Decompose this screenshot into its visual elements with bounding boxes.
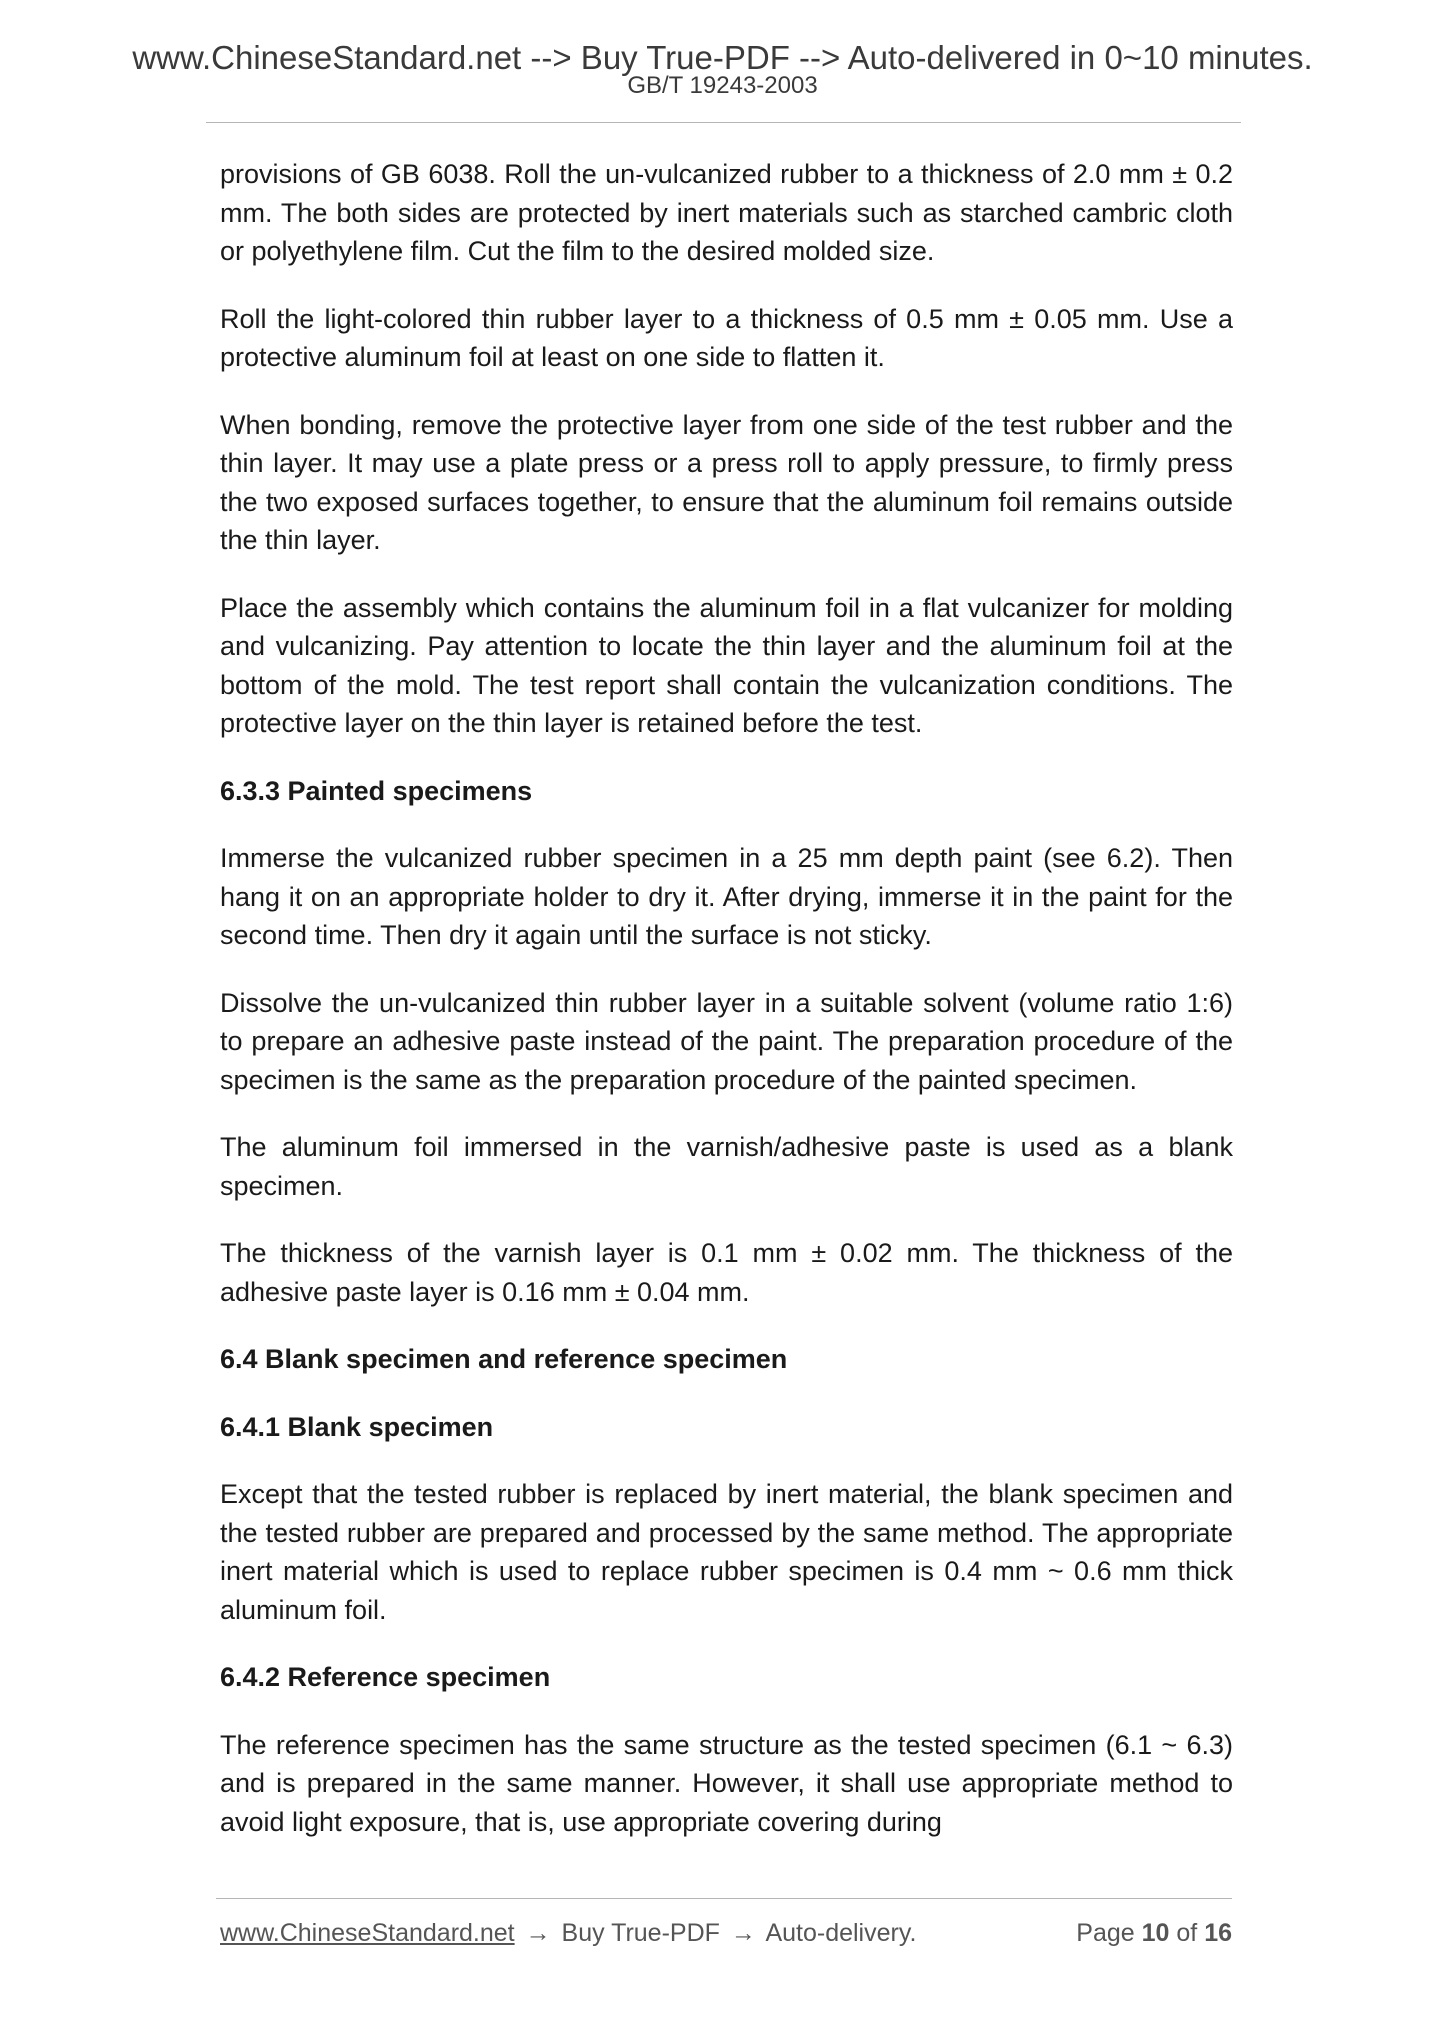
of-label: of	[1176, 1919, 1198, 1947]
page-footer	[220, 1917, 1232, 1949]
footer-divider	[216, 1898, 1232, 1899]
total-pages: 16	[1204, 1919, 1232, 1947]
paragraph: Except that the tested rubber is replaced by inert material, the blank specimen and the tested rubber are prepared and processed by the same method. The appropriate inert material which is used to replace rubber specimen is 0.4 mm ~ 0.6 mm thick aluminum foil.	[220, 1479, 1233, 1625]
paragraph: The reference specimen has the same structure as the tested specimen (6.1 ~ 6.3) and is prepared in the same manner. However, it shall use appropriate method to avoid light exposure, that is, use appropriate covering during	[220, 1729, 1233, 1837]
delivery-text: Auto-delivery.	[765, 1919, 917, 1947]
site-banner: www.ChineseStandard.net --> Buy True-PDF --> Auto-delivered in 0~10 minutes.	[132, 39, 1313, 76]
section-heading-6-4: 6.4 Blank specimen and reference specimen	[220, 1344, 788, 1374]
paragraph: Dissolve the un-vulcanized thin rubber layer in a suitable solvent (volume ratio 1:6) to prepare an adhesive paste instead of the paint. The preparation procedure of the specimen is the same as the preparation procedure of the painted specimen.	[220, 987, 1233, 1095]
paragraph: Place the assembly which contains the aluminum foil in a flat vulcanizer for molding and vulcanizing. Pay attention to locate the thin layer and the aluminum foil at the bottom of the mold. The test report shall contain the vulcanization conditions. The protective layer on the thin layer is retained before the test.	[220, 592, 1233, 738]
page-content	[220, 155, 1233, 1870]
header-divider	[206, 122, 1241, 123]
page-indicator	[1076, 1917, 1232, 1949]
section-heading-6-3-3: 6.3.3 Painted specimens	[220, 775, 533, 806]
section-heading-6-4-2: 6.4.2 Reference specimen	[220, 1662, 551, 1692]
buy-text: Buy True-PDF	[561, 1919, 720, 1947]
paragraph: Roll the light-colored thin rubber layer to a thickness of 0.5 mm ± 0.05 mm. Use a protective aluminum foil at least on one side to flatten it.	[220, 303, 1233, 372]
paragraph: The thickness of the varnish layer is 0.1 mm ± 0.02 mm. The thickness of the adhesive paste layer is 0.16 mm ± 0.04 mm.	[220, 1238, 1233, 1307]
page-label: Page	[1076, 1919, 1135, 1947]
section-heading-6-4-1: 6.4.1 Blank specimen	[220, 1411, 494, 1442]
paragraph: When bonding, remove the protective layer from one side of the test rubber and the thin layer. It may use a plate press or a press roll to apply pressure, to firmly press the two exposed surfaces together, to ensure that the aluminum foil remains outside the thin layer.	[220, 409, 1233, 555]
arrow-right-icon: →	[525, 1919, 551, 1947]
page-number: 10	[1141, 1919, 1170, 1947]
paragraph: The aluminum foil immersed in the varnish/adhesive paste is used as a blank specimen.	[220, 1132, 1233, 1201]
document-code: GB/T 19243-2003	[627, 72, 818, 99]
paragraph: Immerse the vulcanized rubber specimen in a 25 mm depth paint (see 6.2). Then hang it on an appropriate holder to dry it. After drying, immerse it in the paint for the second time. Then dry it again until the surface is not sticky.	[220, 843, 1233, 950]
site-link[interactable]: www.ChineseStandard.net	[220, 1919, 515, 1947]
arrow-right-icon: →	[730, 1919, 756, 1947]
paragraph: provisions of GB 6038. Roll the un-vulcanized rubber to a thickness of 2.0 mm ± 0.2 mm. The both sides are protected by inert materials such as starched cambric cloth or polyethylene film. Cut the film to the desired molded size.	[220, 159, 1233, 266]
